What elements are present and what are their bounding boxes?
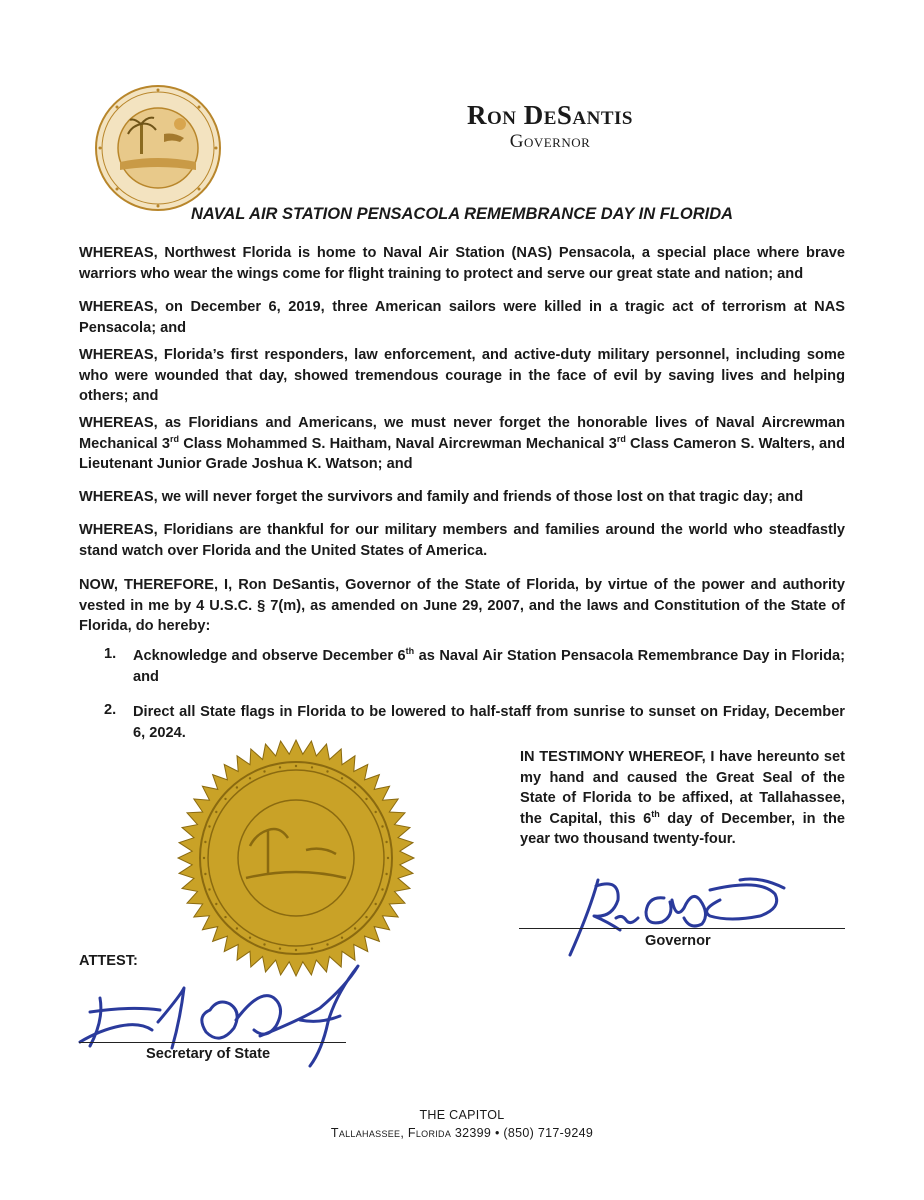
whereas-paragraph-4: WHEREAS, we will never forget the survivors and family and friends of those lost on that tragic day; and xyxy=(79,489,804,505)
list-number: 2. xyxy=(104,702,117,718)
testimony-paragraph xyxy=(520,747,845,850)
list-item-1 xyxy=(133,646,845,687)
testimony-text-a: IN TESTIMONY WHEREOF, I have hereunto set my hand and caused the Great Seal of the State of Florida to be affixed, at Tallahassee, the Capital, this 6 xyxy=(520,749,845,827)
governor-signature-caption: Governor xyxy=(645,933,711,949)
ordinal-suffix: th xyxy=(405,646,415,657)
whereas-paragraph-honor xyxy=(79,413,845,475)
testimony-text-b: day of December, in the year two thousand twenty-four. xyxy=(520,810,845,847)
gold-embossed-seal-image xyxy=(176,738,416,978)
footer-address-title: THE CAPITOL xyxy=(419,1108,505,1122)
governor-title: Governor xyxy=(509,131,591,152)
whereas-paragraph-5: WHEREAS, Floridians are thankful for our military members and families around the world who steadfastly stand watch over Florida and the United States of America. xyxy=(79,522,845,559)
governor-signature-line xyxy=(519,928,845,929)
whereas-paragraph-1: WHEREAS, Northwest Florida is home to Naval Air Station (NAS) Pensacola, a special place where brave warriors who wear the wings come for flight training to protect and serve our great state and nation; and xyxy=(79,245,845,282)
ordinal-suffix: th xyxy=(651,808,660,819)
governor-name: Ron DeSantis xyxy=(466,100,633,130)
honor-text-2: Class Mohammed S. Haitham, Naval Aircrewman Mechanical 3 xyxy=(179,435,617,452)
list-number: 1. xyxy=(104,646,117,662)
list-item-2: Direct all State flags in Florida to be lowered to half-staff from sunrise to sunset on Friday, December 6, 2024. xyxy=(133,704,845,741)
ordinal-suffix: rd xyxy=(170,433,179,444)
whereas-paragraph-3: WHEREAS, Florida’s first responders, law enforcement, and active-duty military personnel, including some who were wounded that day, showed tremendous courage in the face of evil by saving lives and helping others; and xyxy=(79,347,845,404)
florida-great-seal-image xyxy=(94,84,222,212)
honor-text-3: Class Cameron S. Walters, and Lieutenant Junior Grade Joshua K. Watson; and xyxy=(79,435,845,472)
whereas-paragraph-2: WHEREAS, on December 6, 2019, three American sailors were killed in a tragic act of terrorism at NAS Pensacola; and xyxy=(79,299,845,336)
secretary-signature-line xyxy=(79,1042,346,1043)
list-item-1-text-a: Acknowledge and observe December 6 xyxy=(133,648,406,664)
proclamation-title: NAVAL AIR STATION PENSACOLA REMEMBRANCE DAY IN FLORIDA xyxy=(190,205,734,223)
secretary-signature-caption: Secretary of State xyxy=(146,1046,271,1062)
footer-address-line: Tallahassee, Florida 32399 • (850) 717-9249 xyxy=(330,1126,594,1140)
now-therefore-paragraph: NOW, THEREFORE, I, Ron DeSantis, Governor of the State of Florida, by virtue of the power and authority vested in me by 4 U.S.C. § 7(m), as amended on June 29, 2007, and the laws and Constitution of the State of Florida, do hereby: xyxy=(79,577,845,634)
list-item-1-text-b: as Naval Air Station Pensacola Remembrance Day in Florida; and xyxy=(133,648,845,685)
ordinal-suffix: rd xyxy=(616,433,626,444)
attest-label: ATTEST: xyxy=(79,953,138,969)
honor-text-1: WHEREAS, as Floridians and Americans, we must never forget the honorable lives of Naval Aircrewman Mechanical 3 xyxy=(79,415,845,452)
